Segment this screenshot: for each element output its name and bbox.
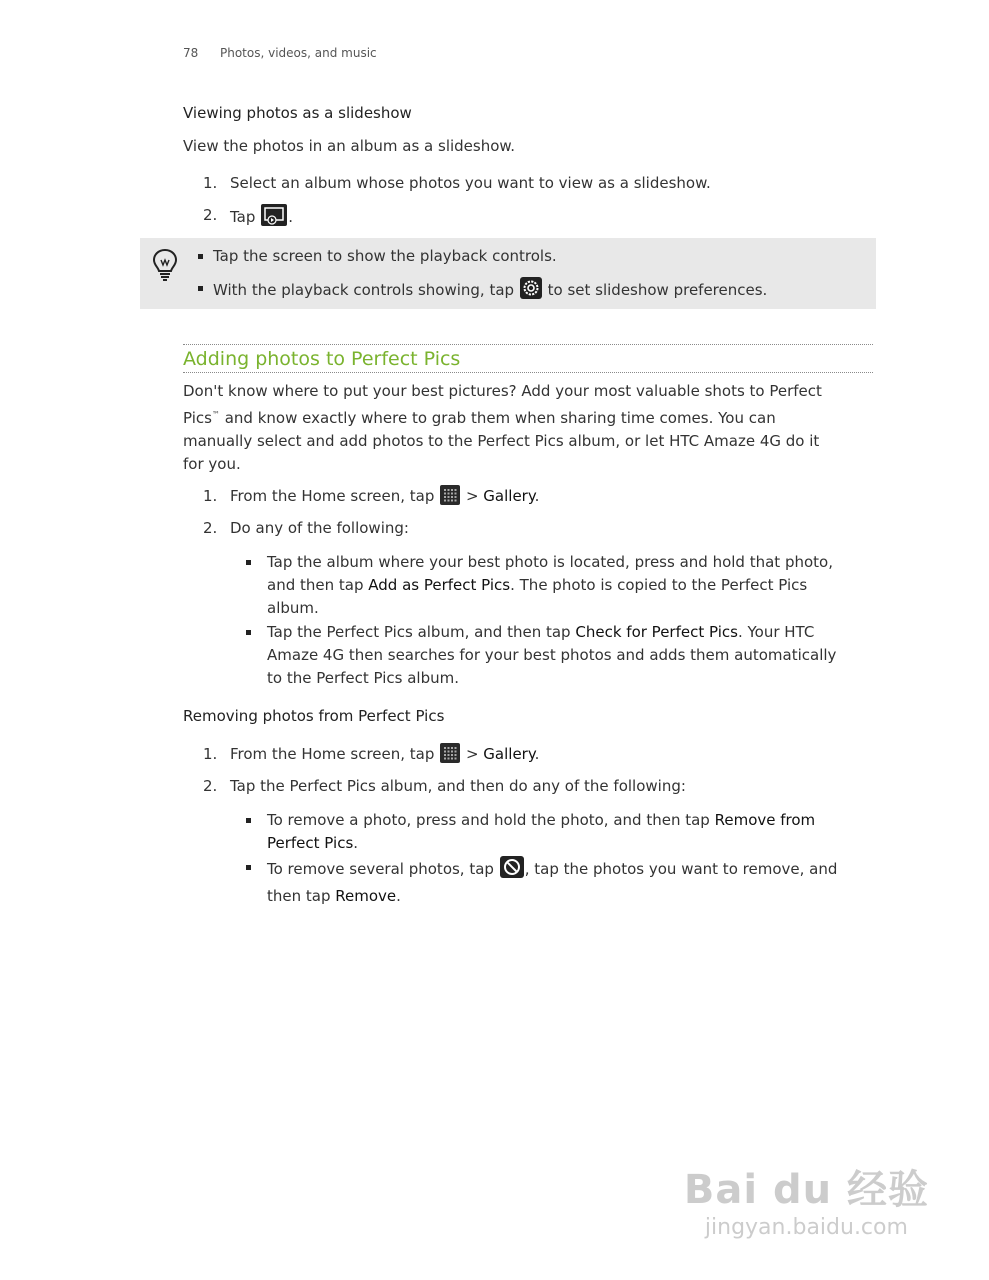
step-number: 1. [203, 174, 218, 192]
perfect-pics-bullet-1 [267, 551, 887, 620]
step-text: Tap the Perfect Pics album, and then do any of the following: [230, 777, 686, 795]
all-apps-grid-icon [440, 743, 460, 770]
perfect-pics-step-1 [203, 485, 540, 508]
bullet-marker [198, 254, 203, 259]
page-number: 78 [183, 46, 199, 60]
remove-from-label: Remove from [714, 811, 816, 829]
tip-2 [213, 277, 767, 306]
running-header [183, 46, 377, 60]
bullet-text: and then tap [267, 576, 364, 594]
bullet-marker [246, 560, 251, 565]
slideshow-step-1 [203, 172, 711, 195]
tip-box [140, 238, 876, 309]
perfect-pics-label: Perfect Pics [267, 834, 354, 852]
removing-step-2 [203, 775, 686, 798]
removing-bullet-2 [267, 856, 887, 908]
step-text: Tap [230, 208, 256, 226]
perfect-pics-intro [183, 380, 883, 476]
bullet-text: To remove a photo, press and hold the photo, and then tap [267, 811, 710, 829]
bullet-line: to the Perfect Pics album. [267, 669, 460, 687]
bullet-marker [198, 286, 203, 291]
slideshow-step-2 [203, 204, 293, 227]
bullet-text: then tap [267, 887, 331, 905]
bullet-marker [246, 818, 251, 823]
intro-line: manually select and add photos to the Perfect Pics album, or let HTC Amaze 4G do it [183, 432, 820, 450]
perfect-pics-step-2 [203, 517, 409, 540]
intro-line: Don't know where to put your best pictures? Add your most valuable shots to Perfect [183, 382, 822, 400]
bullet-text: . [396, 887, 401, 905]
step-text-end: . [288, 208, 293, 226]
section-title: Photos, videos, and music [220, 46, 377, 60]
perfect-pics-bullet-2 [267, 621, 887, 690]
step-text: Do any of the following: [230, 519, 409, 537]
step-text: From the Home screen, tap [230, 745, 435, 763]
step-number: 1. [203, 487, 218, 505]
step-separator: > [465, 487, 479, 505]
removing-step-1 [203, 743, 540, 766]
gallery-label: Gallery [483, 745, 535, 763]
slideshow-intro: View the photos in an album as a slideshow. [183, 137, 516, 155]
tip-2-text: With the playback controls showing, tap [213, 281, 515, 299]
all-apps-grid-icon [440, 485, 460, 512]
step-number: 2. [203, 519, 218, 537]
check-for-perfect-pics-label: Check for Perfect Pics [575, 623, 738, 641]
step-number: 2. [203, 777, 218, 795]
intro-pics-word: Pics [183, 409, 212, 427]
removing-heading: Removing photos from Perfect Pics [183, 707, 445, 725]
step-text: From the Home screen, tap [230, 487, 435, 505]
lightbulb-icon [152, 248, 178, 286]
bullet-line: Tap the album where your best photo is located, press and hold that photo, [267, 553, 833, 571]
remove-label: Remove [335, 887, 397, 905]
step-end: . [534, 487, 540, 505]
trademark: ™ [211, 410, 220, 419]
step-number: 1. [203, 745, 218, 763]
intro-line: and know exactly where to grab them when sharing time comes. You can [224, 409, 776, 427]
removing-bullet-1 [267, 809, 887, 855]
bullet-text: , tap the photos you want to remove, and [524, 860, 838, 878]
remove-circle-icon [500, 856, 524, 885]
tip-1: Tap the screen to show the playback controls. [213, 247, 557, 265]
tip-2-text-end: to set slideshow preferences. [547, 281, 768, 299]
bullet-text: . The photo is copied to the Perfect Pics [510, 576, 808, 594]
bullet-text: . [353, 834, 359, 852]
watermark-brand: Bai du 经验 [683, 1167, 929, 1213]
gallery-label: Gallery [483, 487, 535, 505]
bullet-line: album. [267, 599, 319, 617]
perfect-pics-heading: Adding photos to Perfect Pics [183, 344, 873, 373]
step-number: 2. [203, 206, 218, 224]
bullet-text: Tap the Perfect Pics album, and then tap [267, 623, 571, 641]
settings-gear-icon [520, 277, 542, 306]
add-as-perfect-pics-label: Add as Perfect Pics [368, 576, 511, 594]
baidu-watermark [684, 1158, 929, 1240]
bullet-text: . Your HTC [737, 623, 815, 641]
bullet-line: Amaze 4G then searches for your best photos and adds them automatically [267, 646, 837, 664]
slideshow-icon [261, 204, 287, 233]
bullet-marker [246, 630, 251, 635]
bullet-text: To remove several photos, tap [267, 860, 494, 878]
intro-line: for you. [183, 455, 241, 473]
step-end: . [534, 745, 540, 763]
slideshow-heading: Viewing photos as a slideshow [183, 104, 412, 122]
bullet-marker [246, 865, 251, 870]
watermark-url: jingyan.baidu.com [704, 1215, 908, 1240]
step-separator: > [465, 745, 479, 763]
step-text: Select an album whose photos you want to view as a slideshow. [230, 174, 711, 192]
